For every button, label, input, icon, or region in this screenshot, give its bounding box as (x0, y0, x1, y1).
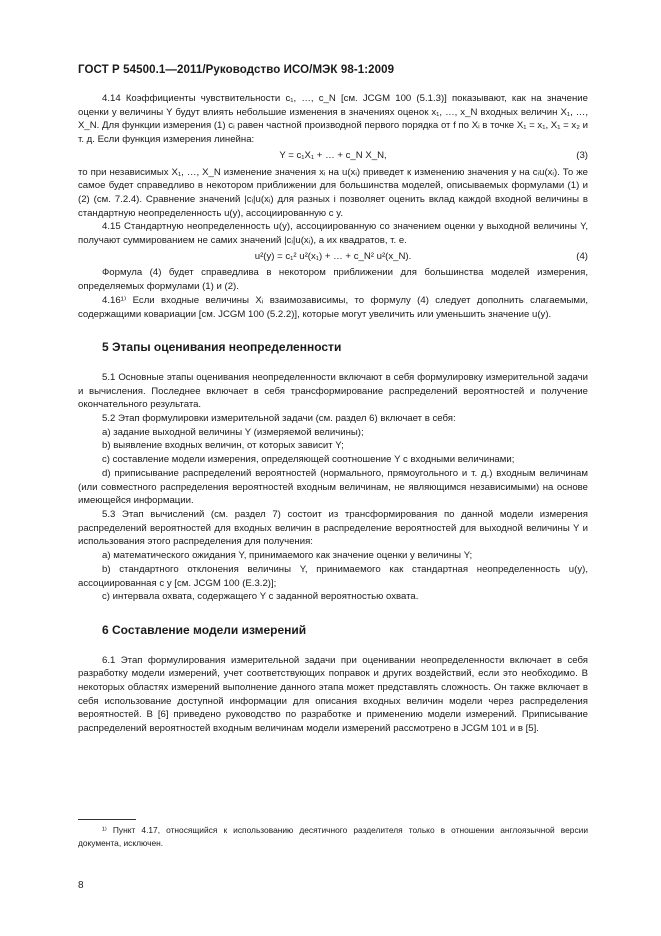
footnote-divider (78, 819, 136, 820)
footnote: ¹⁾ Пункт 4.17, относящийся к использованию десятичного разделителя только в отношении англоязычной версии документа, исключен. (78, 825, 588, 848)
formula-4-expression: u²(y) = c₁² u²(x₁) + … + c_N² u²(x_N). (254, 250, 412, 262)
section-5-heading: 5 Этапы оценивания неопределенности (102, 340, 342, 355)
formula-3 (78, 149, 588, 163)
list-item-5-3-b: b) стандартного отклонения величины Y, принимаемого как стандартная неопределенность u(y), ассоциированная с y [см. JCGM 100 (E.3.2)]; (78, 563, 588, 589)
formula-3-expression: Y = c₁X₁ + … + c_N X_N, (279, 149, 387, 161)
paragraph-4-15: 4.15 Стандартную неопределенность u(y), ассоциированную со значением оценки y выходной величины Y, получают суммированием не самих значений |cᵢ|u(xᵢ), а их квадратов, т. е. (78, 221, 588, 247)
formula-4-number: (4) (576, 250, 588, 262)
list-item-5-2-d: d) приписывание распределений вероятностей (нормального, прямоугольного и т. д.) входным величинам (или совместного распределения вероятностей входным величинам, не являющимся независимыми) на основе имеющейся информации. (78, 467, 588, 507)
paragraph-5-3: 5.3 Этап вычислений (см. раздел 7) состоит из трансформирования по данной модели измерения распределений вероятностей для входных величин в распределение вероятностей для выходной величины Y и использования этого распределения для получения: (78, 508, 588, 548)
formula-3-number: (3) (576, 149, 588, 161)
paragraph-4-15-continued: Формула (4) будет справедлива в некотором приближении для большинства моделей измерения, определяемых формулами (1) и (2). (78, 267, 588, 293)
paragraph-5-2: 5.2 Этап формулировки измерительной задачи (см. раздел 6) включает в себя: (102, 413, 456, 425)
list-item-5-3-c: c) интервала охвата, содержащего Y с заданной вероятностью охвата. (102, 591, 419, 603)
paragraph-4-14-continued: то при независимых X₁, …, X_N изменение значения xᵢ на u(xᵢ) приведет к изменению значения y на cᵢu(xᵢ). То же самое будет справедливо в некотором приближении для большинства моделей, описываемых формулами (1) и (2) (см. 7.2.4). Сравнение значений |cᵢ|u(xᵢ) для разных i позволяет оценить вклад каждой входной величины в стандартную неопределенность u(y), ассоциированную с y. (78, 166, 588, 219)
document-body (78, 92, 588, 736)
list-item-5-3-a: a) математического ожидания Y, принимаемого как значение оценки y величины Y; (102, 550, 473, 562)
paragraph-5-1: 5.1 Основные этапы оценивания неопределенности включают в себя формулировку измерительной задачи и вычисления. Последнее включает в себя трансформирование распределений вероятностей и получение окончательного результата. (78, 371, 588, 411)
paragraph-6-1: 6.1 Этап формулирования измерительной задачи при оценивании неопределенности включает в себя разработку модели измерений, учет соответствующих поправок и других воздействий, если это необходимо. В некоторых областях измерений выполнение данного этапа может представлять сложность. Он также включает в себя использование доступной информации для описания входных величин модели через распределения вероятностей. В [6] приведено руководство по разработке и применению модели измерений. Приписывание распределений вероятностей входным величинам модели измерений рассмотрено в JCGM 101 и в [5]. (78, 654, 588, 735)
page-number: 8 (78, 880, 84, 891)
list-item-5-2-a: a) задание выходной величины Y (измеряемой величины); (102, 426, 364, 438)
document-header: ГОСТ Р 54500.1—2011/Руководство ИСО/МЭК 98-1:2009 (78, 64, 395, 76)
paragraph-4-16: 4.16¹⁾ Если входные величины Xᵢ взаимозависимы, то формулу (4) следует дополнить слагаемыми, содержащими ковариации [см. JCGM 100 (5.2.2)], которые могут увеличить или уменьшить значение u(y). (78, 294, 588, 320)
formula-4 (78, 250, 588, 264)
list-item-5-2-c: c) составление модели измерения, определяющей соотношение Y с входными величинами; (102, 454, 515, 466)
paragraph-4-14: 4.14 Коэффициенты чувствительности c₁, …, c_N [см. JCGM 100 (5.1.3)] показывают, как на значение оценки y величины Y будут влиять небольшие изменения в значениях оценок x₁, …, x_N входных величин X₁, …, X_N. Для функции измерения (1) cᵢ равен частной производной первого порядка от f по Xᵢ в точке X₁ = x₁, X₁ = x₂ и т. д. Если функция измерения линейна: (78, 93, 588, 146)
section-6-heading: 6 Составление модели измерений (102, 622, 307, 637)
list-item-5-2-b: b) выявление входных величин, от которых зависит Y; (102, 440, 344, 452)
